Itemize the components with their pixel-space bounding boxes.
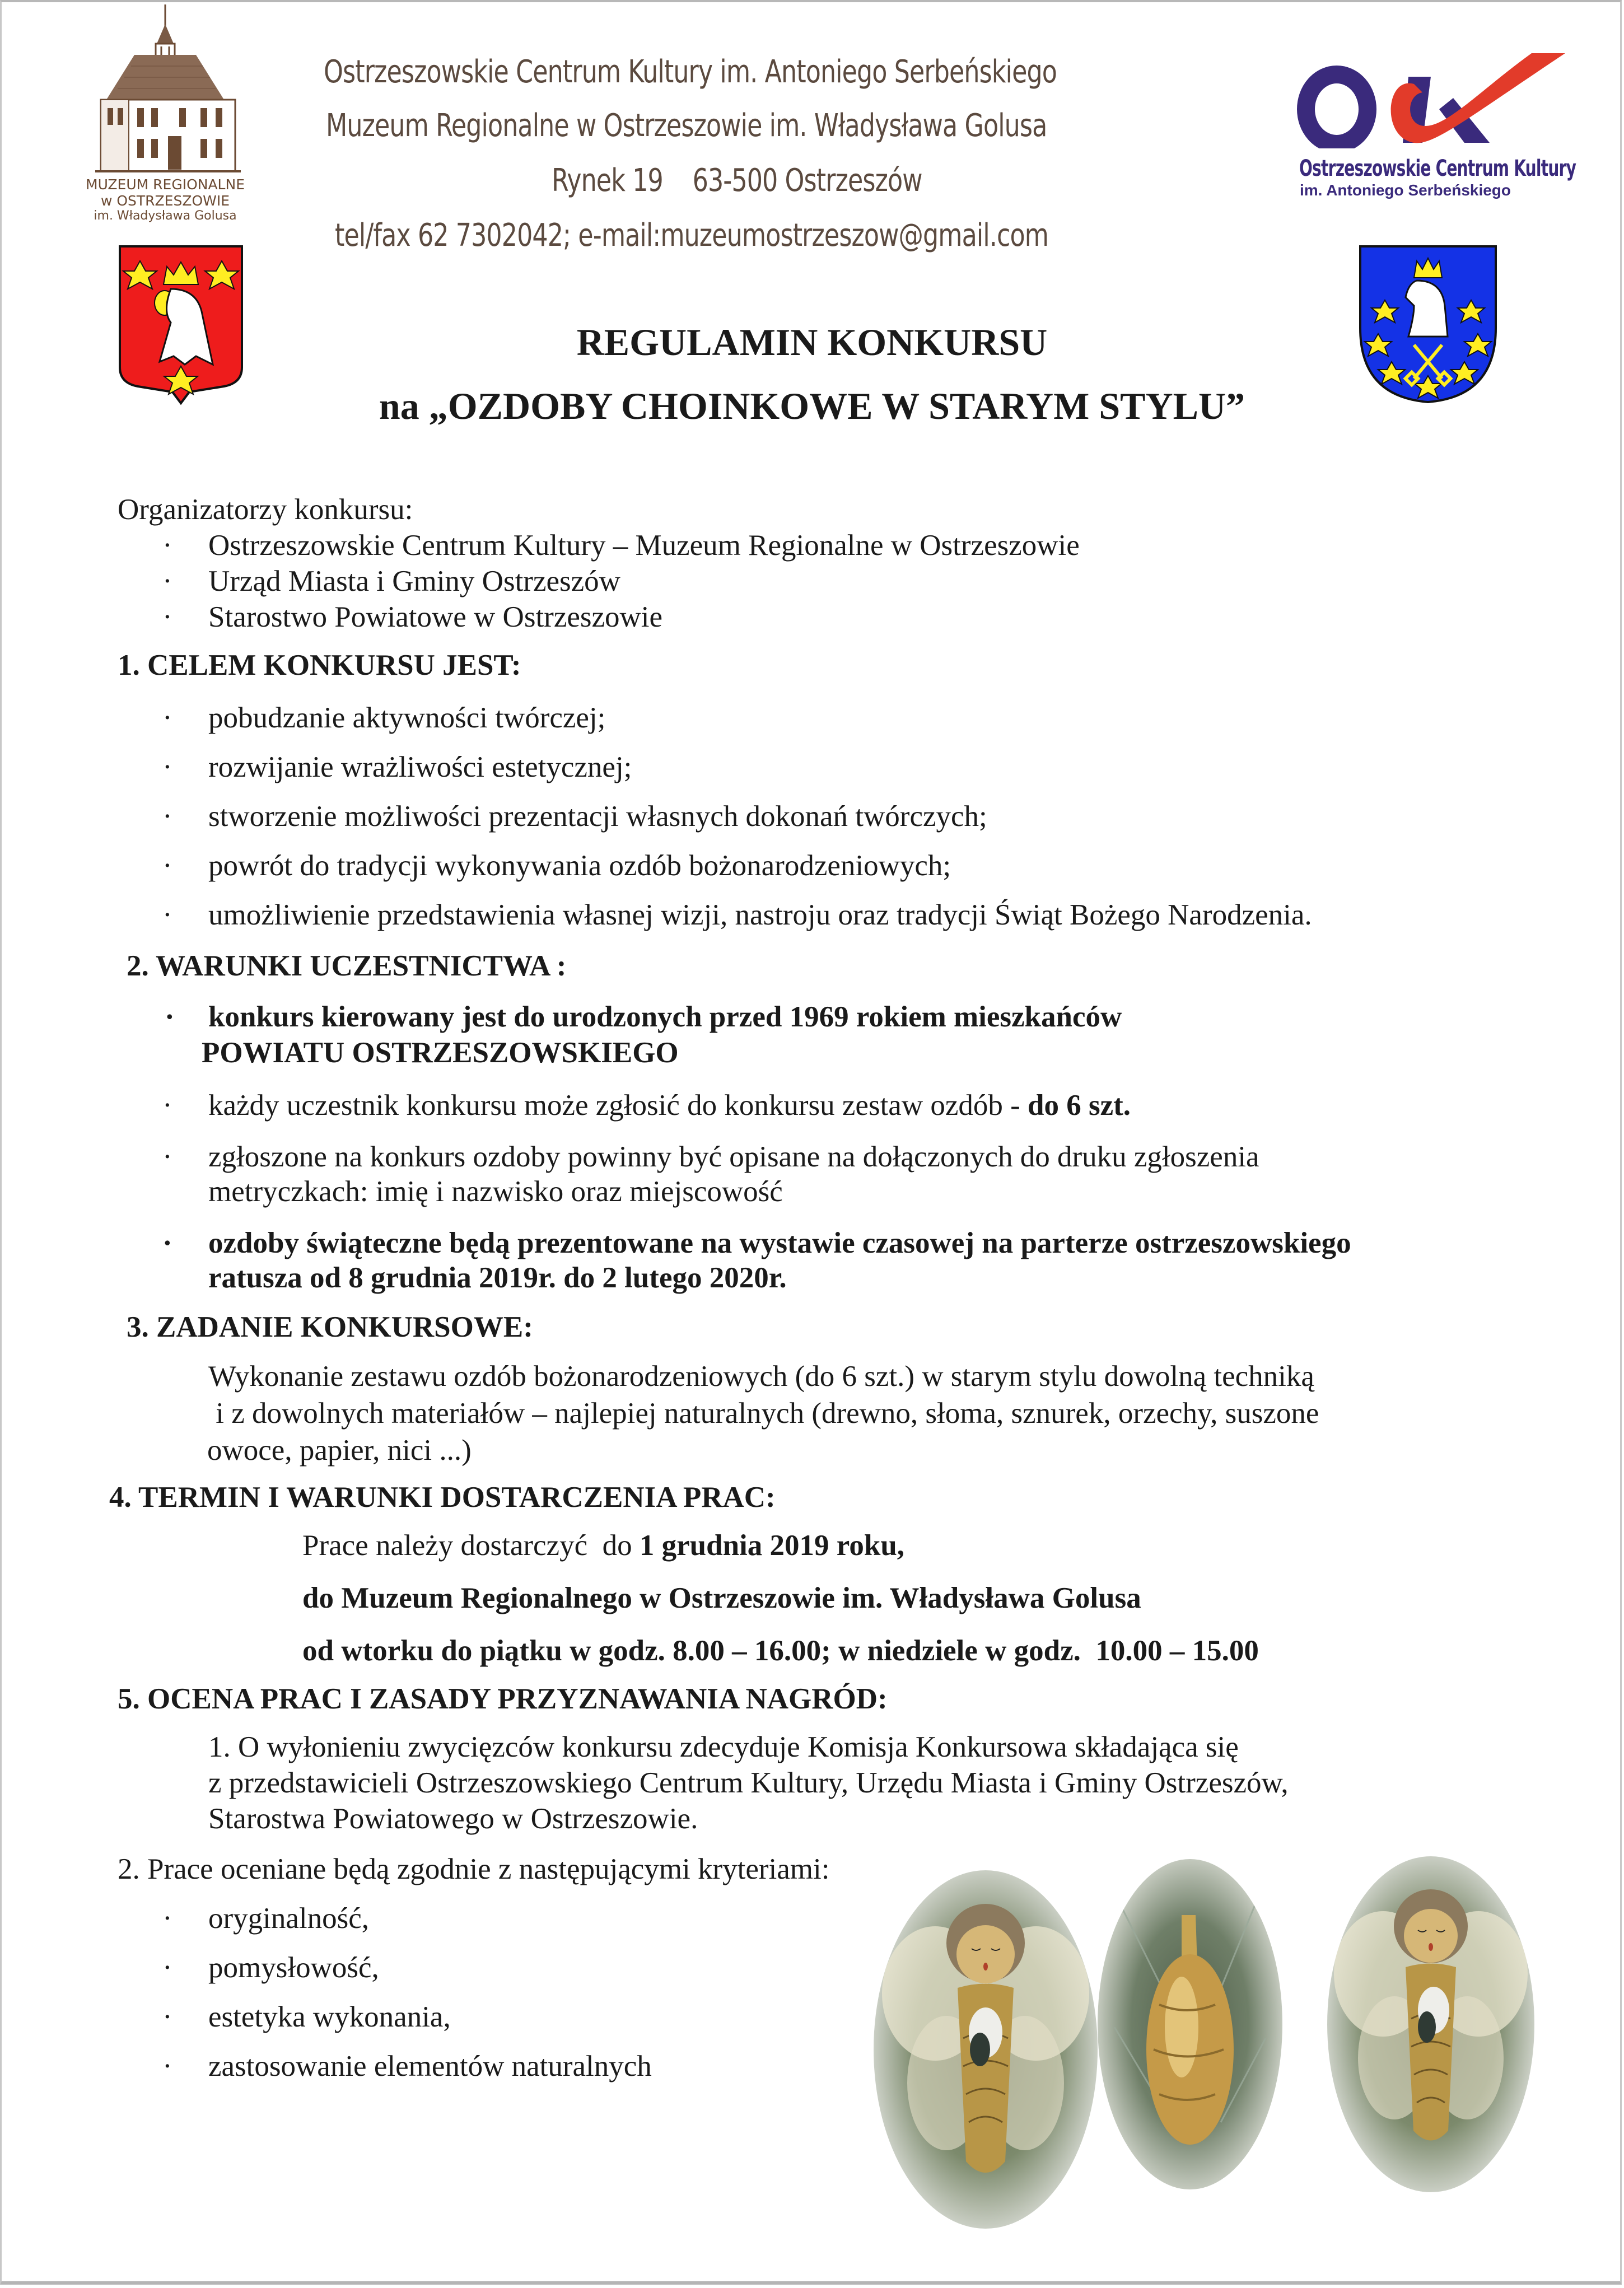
document-subtitle: na „OZDOBY CHOINKOWE W STARYM STYLU” xyxy=(379,385,1245,427)
ock-logo-name: Ostrzeszowskie Centrum Kultury xyxy=(1299,156,1576,181)
ock-logo xyxy=(1296,53,1576,199)
bullet: · xyxy=(162,1902,172,1935)
delivery-hours: od wtorku do piątku w godz. 8.00 – 16.00; w niedziele w godz. 10.00 – 15.00 xyxy=(302,1635,1259,1667)
bullet: · xyxy=(162,800,172,833)
condition-item-quantity xyxy=(208,1089,1131,1122)
condition-item-quantity-text: każdy uczestnik konkursu może zgłosić do konkursu zestaw ozdób - xyxy=(208,1089,1028,1122)
angel-ornament-photo xyxy=(1327,1856,1534,2192)
bullet: · xyxy=(162,1227,172,1259)
bullet: · xyxy=(162,899,172,931)
goal-item: pobudzanie aktywności twórczej; xyxy=(208,702,606,734)
condition-item-exhibition: ozdoby świąteczne będą prezentowane na wystawie czasowej na parterze ostrzeszowskiego xyxy=(208,1227,1351,1259)
organizer-item: Urząd Miasta i Gminy Ostrzeszów xyxy=(208,565,620,597)
angel-ornament-icon xyxy=(1327,1856,1534,2192)
museum-logo-line-2: w OSTRZESZOWIE xyxy=(100,193,230,209)
bullet: · xyxy=(162,2050,172,2082)
organizer-item: Ostrzeszowskie Centrum Kultury – Muzeum Regionalne w Ostrzeszowie xyxy=(208,529,1080,562)
organizer-item: Starostwo Powiatowe w Ostrzeszowie xyxy=(208,601,663,633)
section-3-heading: 3. ZADANIE KONKURSOWE: xyxy=(127,1311,533,1343)
bullet: · xyxy=(162,2001,172,2033)
ock-logo-mark-icon xyxy=(1296,53,1576,148)
goal-item: umożliwienie przedstawienia własnej wizji, nastroju oraz tradycji Świąt Bożego Narodzenia. xyxy=(208,899,1312,931)
criteria-item: estetyka wykonania, xyxy=(208,2001,451,2033)
header-line-organization: Ostrzeszowskie Centrum Kultury im. Antoniego Serbeńskiego xyxy=(324,54,1057,90)
bullet: · xyxy=(162,751,172,783)
museum-logo xyxy=(73,4,258,223)
section-1-heading: 1. CELEM KONKURSU JEST: xyxy=(118,649,521,681)
task-description-line: Wykonanie zestawu ozdób bożonarodzeniowych (do 6 szt.) w starym stylu dowolną techniką xyxy=(208,1360,1314,1393)
condition-item-labels-cont: metryczkach: imię i nazwisko oraz miejscowość xyxy=(208,1175,783,1208)
header-line-museum: Muzeum Regionalne w Ostrzeszowie im. Władysława Golusa xyxy=(326,108,1047,144)
section-5-heading: 5. OCENA PRAC I ZASADY PRZYZNAWANIA NAGRÓD: xyxy=(118,1683,888,1715)
criteria-item: zastosowanie elementów naturalnych xyxy=(208,2050,652,2082)
museum-logo-line-1: MUZEUM REGIONALNE xyxy=(86,176,245,193)
angel-ornament-icon xyxy=(874,1870,1098,2229)
ock-logo-patron: im. Antoniego Serbeńskiego xyxy=(1300,181,1511,199)
bullet: · xyxy=(162,1089,172,1122)
jury-description-line: Starostwa Powiatowego w Ostrzeszowie. xyxy=(208,1803,698,1835)
section-2-heading: 2. WARUNKI UCZESTNICTWA : xyxy=(127,950,567,982)
delivery-deadline xyxy=(302,1529,904,1562)
delivery-location: do Muzeum Regionalnego w Ostrzeszowie im. Władysława Golusa xyxy=(302,1582,1141,1614)
bullet: · xyxy=(162,601,172,633)
criteria-item: oryginalność, xyxy=(208,1902,370,1935)
jury-description-line: 1. O wyłonieniu zwycięzców konkursu zdecyduje Komisja Konkursowa składająca się xyxy=(208,1731,1239,1763)
task-description-line: i z dowolnych materiałów – najlepiej naturalnych (drewno, słoma, sznurek, orzechy, suszone xyxy=(208,1397,1319,1430)
golden-walnut-icon xyxy=(1098,1859,1282,2189)
golden-walnut-ornament-photo xyxy=(1098,1859,1282,2189)
museum-logo-line-3: im. Władysława Golusa xyxy=(94,209,237,223)
jury-description-line: z przedstawicieli Ostrzeszowskiego Centrum Kultury, Urzędu Miasta i Gminy Ostrzeszów, xyxy=(208,1767,1289,1799)
condition-item-labels: zgłoszone na konkurs ozdoby powinny być opisane na dołączonych do druku zgłoszenia xyxy=(208,1141,1259,1173)
header-line-address: Rynek 19 63-500 Ostrzeszów xyxy=(552,162,922,199)
delivery-deadline-text: Prace należy dostarczyć do xyxy=(302,1529,640,1562)
goal-item: powrót do tradycji wykonywania ozdób bożonarodzeniowych; xyxy=(208,849,951,882)
criteria-item: pomysłowość, xyxy=(208,1951,379,1984)
section-4-heading: 4. TERMIN I WARUNKI DOSTARCZENIA PRAC: xyxy=(109,1481,776,1514)
condition-item-eligibility: konkurs kierowany jest do urodzonych przed 1969 rokiem mieszkańców xyxy=(208,1001,1122,1033)
condition-item-eligibility-cont: POWIATU OSTRZESZOWSKIEGO xyxy=(202,1036,679,1069)
task-description-line: owoce, papier, nici ...) xyxy=(207,1434,472,1467)
organizers-label: Organizatorzy konkursu: xyxy=(118,493,413,526)
condition-item-quantity-bold: do 6 szt. xyxy=(1028,1089,1131,1122)
bullet: · xyxy=(165,1001,175,1033)
bullet: · xyxy=(162,702,172,734)
delivery-deadline-date: 1 grudnia 2019 roku, xyxy=(639,1529,905,1562)
bullet: · xyxy=(162,849,172,882)
criteria-intro: 2. Prace oceniane będą zgodnie z następującymi kryteriami: xyxy=(118,1853,830,1885)
bullet: · xyxy=(162,1141,172,1173)
bullet: · xyxy=(162,565,172,597)
angel-ornament-photo xyxy=(874,1870,1098,2229)
bullet: · xyxy=(162,1951,172,1984)
bullet: · xyxy=(162,529,172,562)
goal-item: stworzenie możliwości prezentacji własnych dokonań twórczych; xyxy=(208,800,987,833)
header-line-contact: tel/fax 62 7302042; e-mail:muzeumostrzeszow@gmail.com xyxy=(335,217,1049,254)
document-title: REGULAMIN KONKURSU xyxy=(576,321,1048,363)
town-hall-icon xyxy=(73,4,258,172)
condition-item-exhibition-cont: ratusza od 8 grudnia 2019r. do 2 lutego 2020r. xyxy=(208,1262,787,1294)
goal-item: rozwijanie wrażliwości estetycznej; xyxy=(208,751,632,783)
